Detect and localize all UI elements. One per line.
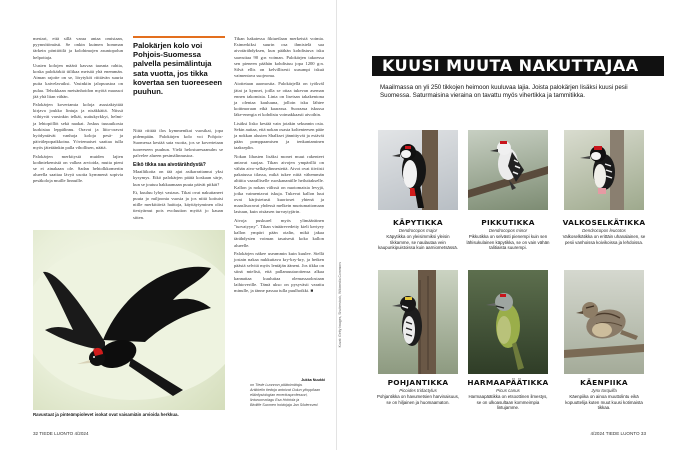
paragraph: Aiottetaan aaomostta. Palokärjellä on työkväl jätat ja kynnet, joilla se ottaa tukevan aseman ennen takomista. Linta on lisetsan takakentona ja olentaa kauluuna, jolloin isku lähtee koittmoraan eikä kaarassa. Suoraasa iskussa läke-energia ei kohdistu voimakkaasti aivoihin. [234,81,324,118]
bird-card-kaenpiika [562,378,646,411]
author-name: Jukka Nuukki [301,378,325,382]
author-credits [250,378,325,408]
page-number-left: 32 TIEDE LUONTO 4/2024 [33,431,89,436]
bird-description: Käpytikka on yleisimmiksi yleisin tikkamme, se naulautaa vein kaupunkipuistoissa kuin aarniometsässä. [378,234,458,251]
paragraph: Et, kuuluu lyhyt vastaus. Tikat ovat nakuttaneet puuta jo miljoonia vuosia ja jos niitä koituisi niille merkittäviä haittoja, käyttäytyminen olisi tiestyärnut pois evoluution myötä jo kauan sitten. [133,189,223,220]
subheading: Eikö tikka saa aivotärähdystä? [133,162,206,169]
bird-name: KÄPYTIKKA [393,218,443,227]
three-toed-woodpecker-photo [378,270,458,374]
paragraph: Palokärjen merkitystä muiden lajien kodintekemistä on valkea arvioida, mutta pieni se ei ainakaan ole. Sadan hehtolkkomertin alueella saattaa lävyä usotta kymmenä sopivia pesäkoloja muille linnuille. [33,153,123,184]
bird-latin-name: Jynx torquilla [591,388,617,393]
bird-description: Valkoselkätikka on erittäin uhanalainen, se pesii vanhoissa koivikoissa ja lehdoissa. [562,234,646,245]
paragraph: Palokärjen näkee useammin kuin kuulee. Siellä jostain nakaa nukkuttava kry-kry-kry, ja hetken päästä selvitä myös lentäjän ääneni. Jos tikka on siinä mielisä, että pallamuutaroitensa alkaa kannattaa kuuluttaa olemassaolostaan laihioverille. Tämä ukso on pysyvästi varattu minulle, ja tänne passaa tulla puulhoikki. ■ [234,250,324,293]
bird-card-pikkutikka [466,218,550,251]
pull-quote: Palokärjen kolo voi Pohjois-Suomessa palvella pesimälintuja sata vuotta, jos tikka kovertaa sen tuoreeseen puuhun. [133,36,225,96]
bird-card-valkoselkatikka [562,218,646,245]
paragraph: Nokan lihasten lisäksi monet muut rakenteet antavat suojaa. Tikan aivojen ympärillä on vähän aivo-selkäydinnestettä. Aivot ovat tiiviisti pakatussa tilassa, mikä tukee niitä vähemmän alttiita vaaralliselle ruoskananiille heiluttakselle. Kallon ja nokan välissä on nuotomaisia levyjä, jotka vaimentavat iskuja. Tukevat kallon luut ovat kärjistetusti kuorioset yhtenä ja maaslisoravat yhdessä melkein murtumattomaan lastuun, kuin otsäasen turvaytyjärin. [234,153,324,215]
bird-name: VALKOSELKÄTIKKA [562,218,646,227]
paragraph: Aivoja puskurel myös ylimääräinen "turvatyyny". Tikan vinäärevedetty kieli kertyey kallon ympäri pään otalin, mikä jakaa tärähdysten voiman tasaisesti koko kallon alueelle. [234,217,324,248]
bird-card-kapytikka [376,218,460,251]
bird-description: Pikkutikka on selvästi pienempi kuin sen lähisukulainen käpytikka, se on vain vähän talitiaista suurempi. [466,234,550,251]
bird-name: HARMAAPÄÄTIKKA [467,378,549,387]
page-number-right: 4/2024 TIEDE LUONTO 33 [590,431,646,436]
black-woodpecker-photo [33,230,225,410]
paragraph: Lisäksi lisko kestää vain jotakin sekunnin osia. Sekin auttaa, että nokan osasta koltenteesen pääe ja nokkan alusten Shalkset jännittyvät ja estävät pään pomppaamisen ja tenkantaminen taakseplin. [234,120,324,151]
bird-latin-name: Dendrocopos leucotos [582,228,626,233]
credit-line: Artikkelin tiedoja antoivat Oulun ylioppilaan eläinfysiologian emeritusprofessori, [250,388,321,397]
bird-latin-name: Dendrocopos minor [488,228,528,233]
lesser-spotted-woodpecker-photo [468,130,548,210]
bird-latin-name: Picus canus [496,388,520,393]
credit-line: on Tiede Luonnon päätoimittaja. [250,383,303,387]
bird-latin-name: Dendrocopos major [398,228,438,233]
bird-name: KÄENPIIKA [580,378,628,387]
wryneck-photo [564,270,644,374]
bird-latin-name: Picoides tridactylus [399,388,437,393]
paragraph: Tikan hakatessa fiktuetlaan merkeistä voimia. Esimerkiksi suurin osa ihmistelä saa aivotärähdyksen, kun päähän kohdistuva isku saavuttaa 90 g:n voiman. Palokärjen takoessa sen pieneen päähän kohdistuu jopa 1200 g:n. Silvä ellis on kelvillisesti uusumpi iskuä vaimentava suojeoma. [234,36,324,79]
white-backed-woodpecker-photo [564,130,644,210]
lead-paragraph: Maailmassa on yli 250 tikkojen heimoon kuuluvaa lajia. Joista palokärjen lisäksi kuusi pesii Suomessa. Saturmaisina vieraina on tavattu myös vihertikka ja tammitikka. [380,84,628,99]
paragraph: mestari, että sillä varaa antaa omistaan, pyynnötömästi. Se onkin kuimen homman tärkein pönttötilä ja kolohimojen asuntopolun helpottaja. [33,36,123,60]
bird-name: POHJANTIKKA [387,378,449,387]
feature-title: KUUSI MUUTA NAKUTTAJAA [382,56,639,75]
bird-description: Käenpiika on ainoa muuttolintu eikä kopuuttelija kuten muut kuusi kotimaista tikkaa. [565,394,643,411]
paragraph: Maailiikoita on tää ajat asikarrattamut yksi kysymys. Eikö palokärjen päätä koskaan särje, kun se joutuu hakkaamaan puuta päivät pitkät? [133,169,223,187]
paragraph: Uusien kolojen määrä kasvaa taasnta rahtia, koska palokärkiä tiilikaa metsää yhä enemmän. Aiman rajoite on se, lörytyköi riittävän suuria puita kaivelavaiksi. Vasinkiin jalopuustoa on pulaa. Tehokkaan metsänhoidon myötä maassoi jää yhä liian vähän. [33,62,123,99]
grey-headed-woodpecker-photo [468,270,548,374]
bird-card-harmaapaatikka [466,378,550,411]
great-spotted-woodpecker-photo [378,130,458,210]
photo-caption: Ravustaat ja pinteämpiolevet isokat ovat vaisamiäin arvioida herkkua. [33,412,179,417]
paragraph: Palokärjen kovertamia koloja asustaktyttää kirjava joukko lintuja ja nisäkkäitä. Niissä viihtyvät varsinkin telkät, uuttukyrkkyt, helmi- ja lehtopöllöt sekä naakat. Joskus tuuuuikosta kurkistaa leppälinnu. Oravat ja liito-oravat hyödyntävät vanhoja koloja pesä- ja päivälepopaikkoina. Yöviemaiset saattaa tulla myös jätetäänkin palla vihollisen, näätä. [33,102,123,151]
article-column-2 [133,128,223,223]
paragraph: Niitä riittää ilos kymmenikai vuosikai, jopa pidempään. Palokärjen kolo voi Pohjois-Suomessa kestää sata vuotta, jos se kovertetaan tuoreeseen puuhun. Vielä helosturesaanulm se palvelee alueen pesimälinnustoa. [133,128,223,158]
photo-credit: Kuvat: Getty Images, Shutterstock, Wikimedia Commons [338,262,342,348]
credit-line: Birdlife Suomen hoidojaja Jan Södersved. [250,403,319,407]
bird-card-pohjantikka [376,378,460,405]
bird-description: Harmaapäätikka on etsoottinen ilmestys, se on ulkoasultaan kommeimpia lintujamme. [468,394,548,411]
article-column-3 [234,36,324,296]
bird-description: Pohjantikka on havumetsien harvinaisuus, se on hiljainen ja huomaamaton. [376,394,459,405]
bird-name: PIKKUTIKKA [481,218,535,227]
article-column-1 [33,36,123,187]
credit-line: linturuorvolagu Esa Hohtola ja [250,398,300,402]
